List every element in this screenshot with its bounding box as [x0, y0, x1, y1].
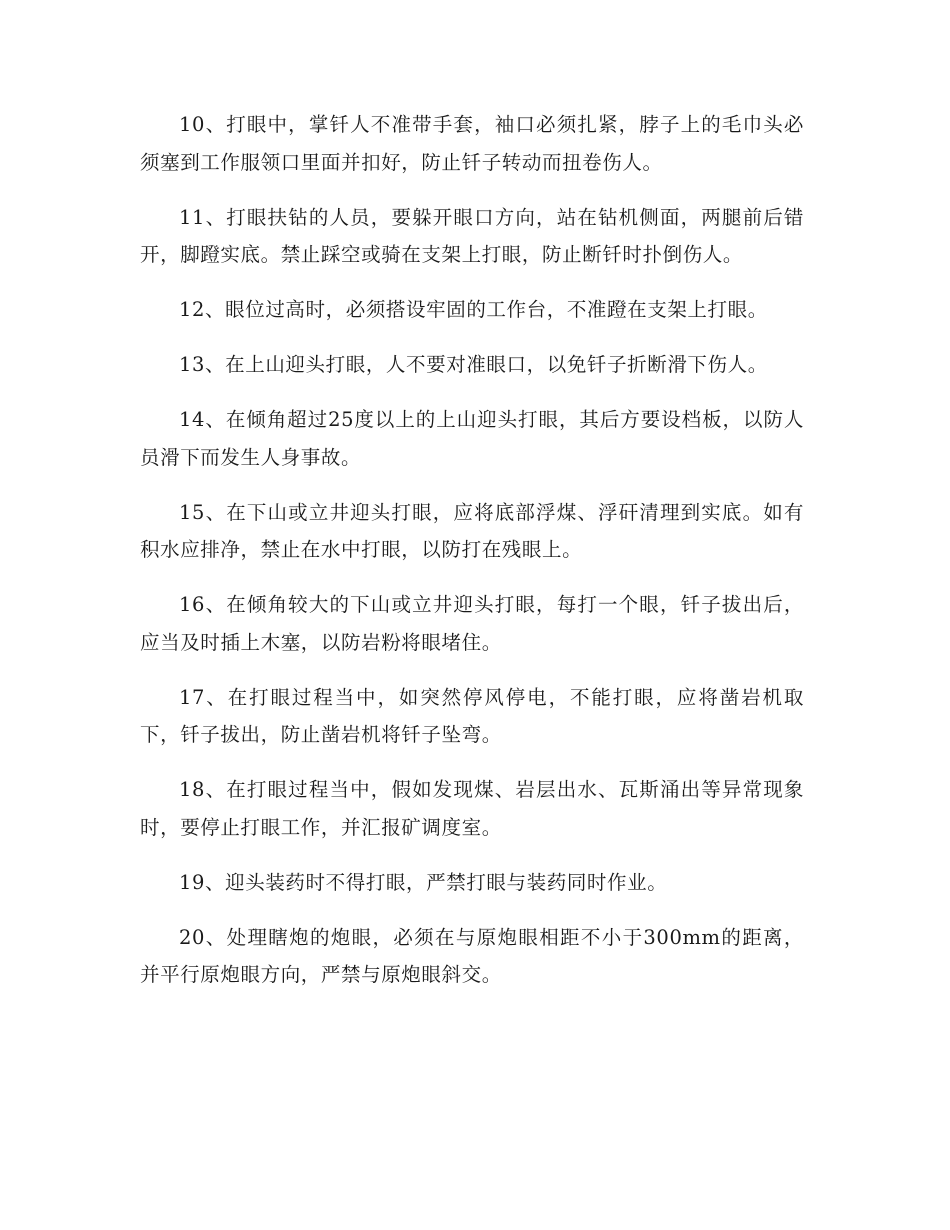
paragraph-item-10: 10、打眼中，掌钎人不准带手套，袖口必须扎紧，脖子上的毛巾头必须塞到工作服领口里面并扣好，防止钎子转动而扭卷伤人。	[140, 113, 804, 174]
paragraph-item-13: 13、在上山迎头打眼，人不要对准眼口，以免钎子折断滑下伤人。	[179, 353, 768, 376]
paragraph-item-16: 16、在倾角较大的下山或立井迎头打眼，每打一个眼，钎子拔出后，应当及时插上木塞，以防岩粉将眼堵住。	[140, 593, 804, 654]
paragraph-item-17: 17、在打眼过程当中，如突然停风停电，不能打眼，应将凿岩机取下，钎子拔出，防止凿岩机将钎子坠弯。	[140, 685, 804, 746]
paragraph-item-20: 20、处理瞎炮的炮眼，必须在与原炮眼相距不小于300mm的距离，并平行原炮眼方向，严禁与原炮眼斜交。	[140, 925, 804, 986]
paragraph-item-18: 18、在打眼过程当中，假如发现煤、岩层出水、瓦斯涌出等异常现象时，要停止打眼工作，并汇报矿调度室。	[140, 778, 804, 839]
paragraph-item-14: 14、在倾角超过25度以上的上山迎头打眼，其后方要设档板，以防人员滑下而发生人身事故。	[140, 408, 804, 469]
paragraph-item-12: 12、眼位过高时，必须搭设牢固的工作台，不准蹬在支架上打眼。	[179, 298, 768, 321]
document-body	[140, 106, 804, 1011]
paragraph-item-19: 19、迎头装药时不得打眼，严禁打眼与装药同时作业。	[179, 870, 668, 894]
paragraph-item-15: 15、在下山或立井迎头打眼，应将底部浮煤、浮矸清理到实底。如有积水应排净，禁止在水中打眼，以防打在残眼上。	[140, 500, 804, 561]
paragraph-item-11: 11、打眼扶钻的人员，要躲开眼口方向，站在钻机侧面，两腿前后错开，脚蹬实底。禁止踩空或骑在支架上打眼，防止断钎时扑倒伤人。	[140, 205, 804, 266]
